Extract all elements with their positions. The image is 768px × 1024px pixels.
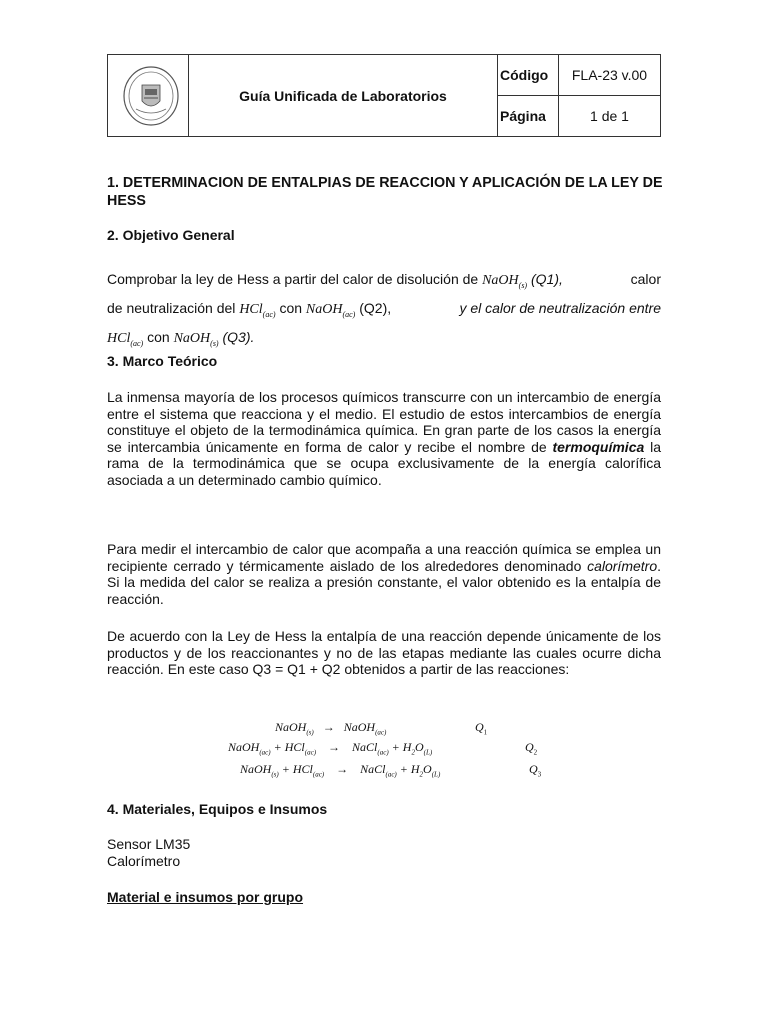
theory-paragraph-3: De acuerdo con la Ley de Hess la entalpía de una reacción depende únicamente de los productos y de los reaccionantes y no de las etapas mediante las cuales ocurre dicha reacción. En este caso Q3 = Q1 + Q2 obtenidos a partir de las reacciones:	[107, 628, 661, 677]
theory-p2-text: Para medir el intercambio de calor que acompaña a una reacción química se emplea un recipiente cerrado y térmicamente aislado de los alrededores denominado	[107, 541, 661, 574]
page-value: 1 de 1	[590, 108, 629, 124]
q1-equation-label: $Q_1$	[475, 720, 488, 737]
page-label: Página	[498, 96, 559, 136]
q3-label: (Q3).	[222, 328, 255, 345]
q2-equation-label: $Q_2$	[525, 740, 538, 757]
section-1-title-text: 1. DETERMINACION DE ENTALPIAS DE REACCION Y APLICACIÓN DE LA LEY DE HESS	[107, 175, 663, 209]
naoh-formula: NaOH$_{(s)}$	[482, 273, 528, 290]
header-table	[107, 54, 661, 137]
theory-paragraph-2	[107, 541, 661, 607]
section-4-title: 4. Materiales, Equipos e Insumos	[107, 801, 328, 817]
section-1-title	[107, 174, 667, 210]
equation-1: NaOH$_{(s)}$ → NaOH$_{(ac)}$	[275, 720, 387, 737]
naoh-ac-formula: NaOH$_{(ac)}$	[305, 301, 356, 319]
theory-p1-after: la rama de la termodinámica que se ocupa exclusivamente de la energía calorífica asociada a un determinado cambio químico.	[107, 438, 661, 488]
theory-p2-after: . Si la medida del calor se realiza a presión constante, el valor obtenido es la entalpía de reacción.	[107, 557, 661, 607]
university-seal-icon	[122, 65, 180, 127]
code-value: FLA-23 v.00	[571, 67, 648, 83]
code-label: Código	[498, 55, 559, 95]
q3-equation-label: $Q_3$	[529, 762, 542, 779]
theory-paragraph-1	[107, 389, 661, 488]
equation-3: NaOH$_{(s)}$ + HCl$_{(ac)}$ → NaCl$_{(ac)}$ + $H_2O_{(L)}$	[240, 762, 441, 779]
objective-paragraph	[107, 268, 661, 354]
code-row	[498, 55, 660, 96]
material-item-2: Calorímetro	[107, 853, 181, 869]
con-1: con	[279, 299, 303, 316]
objective-text-2: calor	[630, 271, 661, 287]
material-item-1: Sensor LM35	[107, 836, 191, 852]
calorimetro-term: calorímetro	[587, 557, 658, 574]
section-2-title: 2. Objetivo General	[107, 227, 235, 243]
objective-text-1: Comprobar la ley de Hess a partir del calor de disolución de	[107, 271, 479, 287]
equation-2: NaOH$_{(ac)}$ + HCl$_{(ac)}$ → NaCl$_{(ac)}$ + $H_2O_{(L)}$	[228, 740, 433, 757]
objective-text-4: y el calor de neutralización entre	[459, 299, 661, 316]
group-materials-subtitle: Material e insumos por grupo	[107, 889, 304, 905]
document-title: Guía Unificada de Laboratorios	[189, 55, 498, 136]
meta-cell	[498, 55, 660, 136]
hcl-formula: HCl$_{(ac)}$	[239, 301, 276, 319]
logo-cell	[108, 55, 189, 136]
theory-p1-text: La inmensa mayoría de los procesos químicos transcurre con un intercambio de energía entre el sistema que reacciona y el medio. El estudio de estos intercambios de energía constituye el objeto de la termodinámica química. En gran parte de los casos la energía se intercambia únicamente en forma de calor y recibe el nombre de	[107, 389, 661, 455]
hcl-ac-formula: HCl$_{(ac)}$	[107, 330, 144, 348]
naoh-s-formula: NaOH$_{(s)}$	[173, 330, 219, 348]
section-3-title: 3. Marco Teórico	[107, 353, 218, 369]
q1-label: (Q1),	[531, 271, 563, 287]
termoquimica-term: termoquímica	[552, 438, 645, 455]
con-2: con	[147, 328, 170, 345]
page-row	[498, 96, 660, 136]
q2-label: (Q2),	[359, 299, 392, 316]
objective-text-3: de neutralización del	[107, 299, 236, 316]
